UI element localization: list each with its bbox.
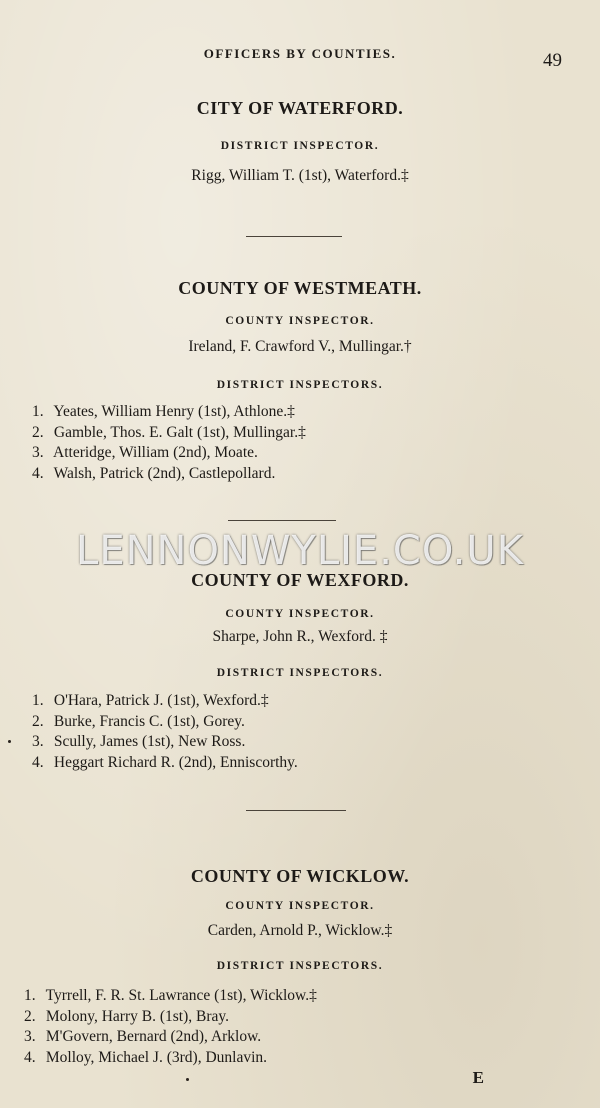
list-item: 1. Yeates, William Henry (1st), Athlone.‡ xyxy=(32,403,295,420)
wexford-district-list xyxy=(32,691,572,773)
list-item: 2. Gamble, Thos. E. Galt (1st), Mullingar.‡ xyxy=(32,423,306,441)
waterford-title: CITY OF WATERFORD. xyxy=(196,98,404,118)
westmeath-title: COUNTY OF WESTMEATH. xyxy=(178,278,422,298)
westmeath-district-heading: DISTRICT INSPECTORS. xyxy=(216,379,384,391)
page-number: 49 xyxy=(543,50,562,71)
westmeath-county-heading: COUNTY INSPECTOR. xyxy=(225,315,375,327)
waterford-district-inspector: Rigg, William T. (1st), Waterford.‡ xyxy=(191,167,409,184)
wexford-district-heading: DISTRICT INSPECTORS. xyxy=(216,667,384,679)
wicklow-district-heading: DISTRICT INSPECTORS. xyxy=(216,960,384,972)
list-item: 2. Burke, Francis C. (1st), Gorey. xyxy=(32,712,245,730)
list-item: 3. Atteridge, William (2nd), Moate. xyxy=(32,444,258,462)
wexford-title: COUNTY OF WEXFORD. xyxy=(191,570,409,590)
ink-speck xyxy=(8,740,11,743)
signature-mark: E xyxy=(472,1068,484,1087)
list-item: 1. O'Hara, Patrick J. (1st), Wexford.‡ xyxy=(32,692,269,709)
wicklow-county-heading: COUNTY INSPECTOR. xyxy=(225,900,375,912)
list-item: 4. Walsh, Patrick (2nd), Castlepollard. xyxy=(32,464,276,482)
wicklow-title: COUNTY OF WICKLOW. xyxy=(190,866,410,886)
wexford-county-inspector: Sharpe, John R., Wexford. ‡ xyxy=(212,628,388,645)
section-divider xyxy=(246,236,342,237)
ink-speck xyxy=(186,1078,189,1081)
westmeath-district-list xyxy=(32,402,572,484)
list-item: 3. M'Govern, Bernard (2nd), Arklow. xyxy=(24,1028,262,1046)
wicklow-county-inspector: Carden, Arnold P., Wicklow.‡ xyxy=(207,922,393,939)
section-divider xyxy=(246,810,346,811)
list-item: 3. Scully, James (1st), New Ross. xyxy=(32,733,246,751)
watermark: LENNONWYLIE.CO.UK xyxy=(76,528,524,574)
list-item: 4. Heggart Richard R. (2nd), Enniscorthy. xyxy=(32,753,298,771)
wexford-county-heading: COUNTY INSPECTOR. xyxy=(225,608,375,620)
list-item: 1. Tyrrell, F. R. St. Lawrance (1st), Wicklow.‡ xyxy=(24,987,317,1004)
running-head: OFFICERS BY COUNTIES. xyxy=(203,46,397,61)
wicklow-district-list xyxy=(24,986,564,1068)
waterford-district-heading: DISTRICT INSPECTOR. xyxy=(220,140,380,152)
westmeath-county-inspector: Ireland, F. Crawford V., Mullingar.† xyxy=(188,338,412,355)
list-item: 2. Molony, Harry B. (1st), Bray. xyxy=(24,1007,229,1025)
list-item: 4. Molloy, Michael J. (3rd), Dunlavin. xyxy=(24,1048,267,1066)
section-divider xyxy=(228,520,336,521)
